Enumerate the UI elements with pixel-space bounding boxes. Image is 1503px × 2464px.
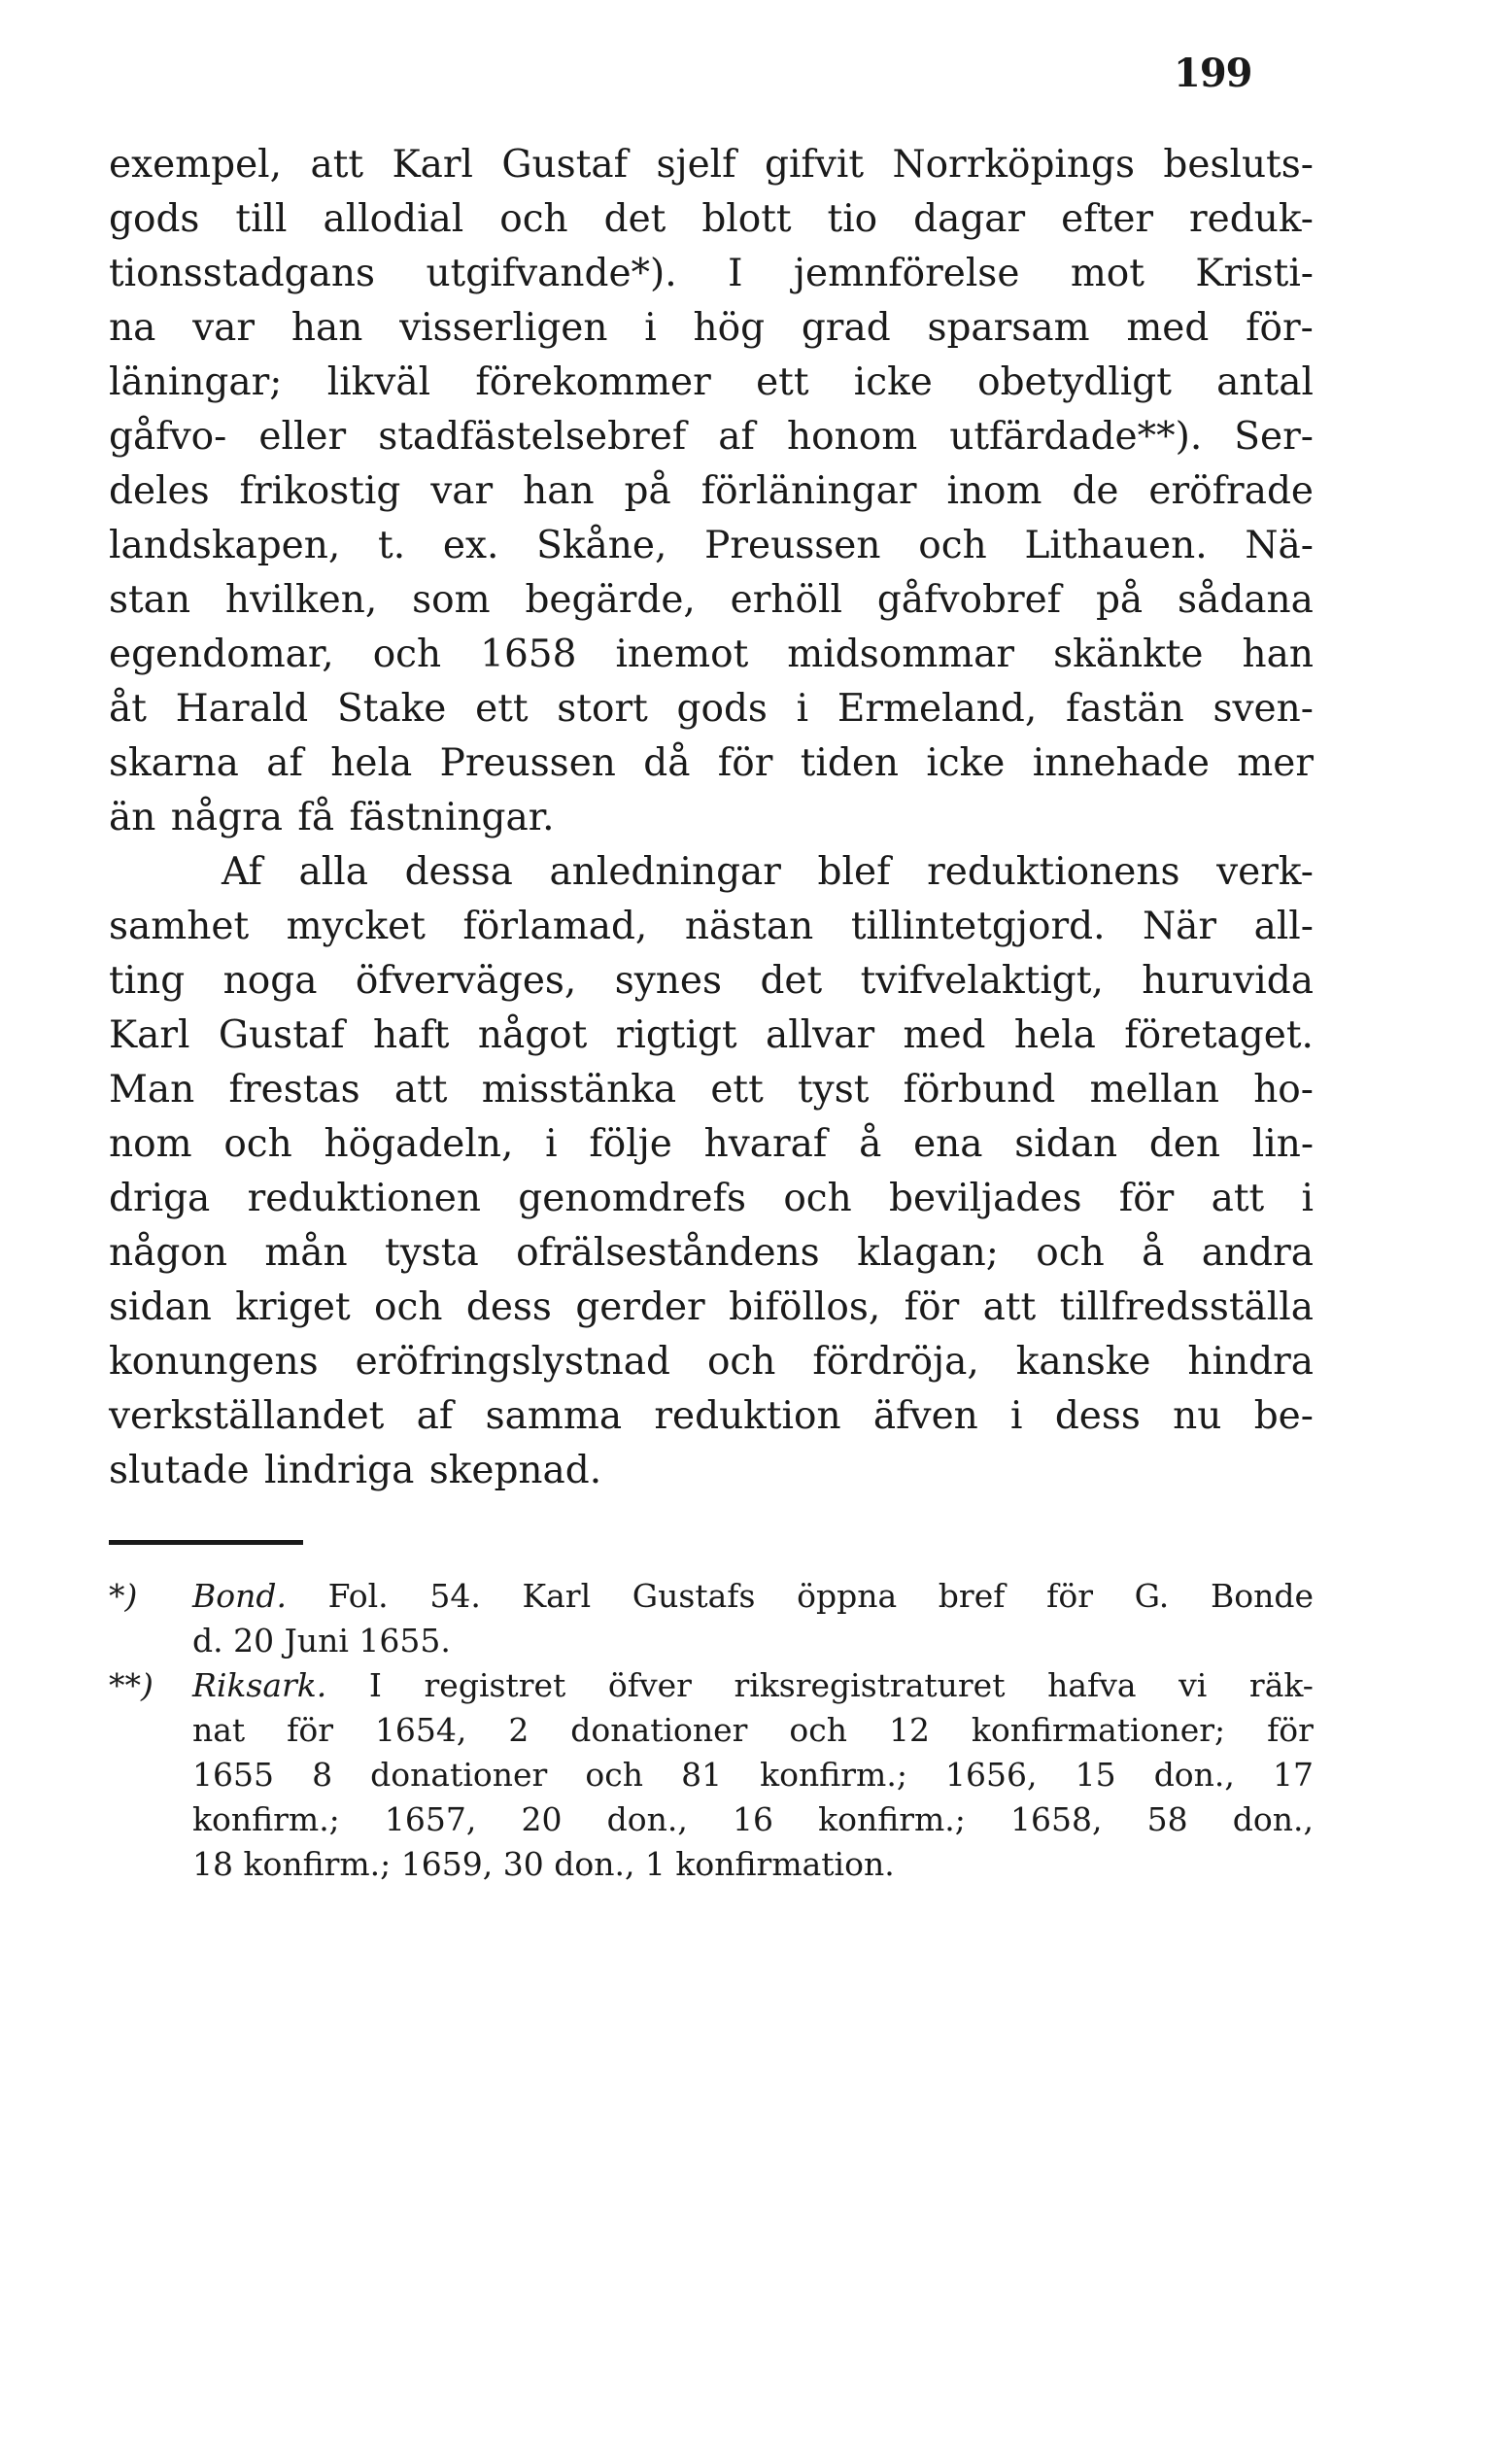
word: När <box>1143 905 1217 948</box>
word: hvilken, <box>224 578 378 622</box>
word: lin- <box>1251 1122 1314 1166</box>
word: Ermeland, <box>837 687 1038 731</box>
word: Af <box>222 850 262 894</box>
word: och <box>372 633 442 676</box>
word: all- <box>1253 905 1314 948</box>
word: reduktionen <box>247 1177 481 1220</box>
word: tillfredsställa <box>1059 1285 1314 1329</box>
word: vi <box>1178 1666 1208 1704</box>
word: ofrälseståndens <box>516 1231 820 1275</box>
word: af <box>266 741 303 785</box>
word: 12 <box>888 1711 930 1749</box>
word: 15 <box>1075 1756 1116 1794</box>
word: han <box>290 306 363 350</box>
word: ho- <box>1253 1068 1314 1112</box>
word: tvifvelaktigt, <box>860 959 1104 1003</box>
word: för <box>904 1285 960 1329</box>
word: 54. <box>429 1577 481 1615</box>
footnote-line: d. 20 Juni 1655. <box>192 1622 451 1660</box>
word: af <box>416 1394 454 1438</box>
word: I <box>368 1666 382 1704</box>
word: i <box>1010 1394 1023 1438</box>
word: att <box>310 143 364 187</box>
word: driga <box>109 1177 211 1220</box>
word: reduk- <box>1189 197 1314 241</box>
word: för <box>1118 1177 1175 1220</box>
word: Preussen <box>704 524 881 567</box>
text-line <box>109 464 1314 519</box>
word: för <box>717 741 773 785</box>
word: 1656, <box>945 1756 1038 1794</box>
word: jemnförelse <box>793 252 1020 295</box>
text-line <box>109 1226 1314 1281</box>
word: 1654, <box>374 1711 467 1749</box>
word: Kristi- <box>1195 252 1314 295</box>
word: 81 <box>681 1756 723 1794</box>
word: att <box>393 1068 448 1112</box>
word: konfirmationer; <box>971 1711 1226 1749</box>
page-number: 199 <box>1174 51 1252 96</box>
word: 17 <box>1273 1756 1314 1794</box>
word: i <box>1301 1177 1314 1220</box>
word: och <box>783 1177 852 1220</box>
word: konungens <box>109 1340 319 1384</box>
word: Bonde <box>1210 1577 1314 1615</box>
word: Harald <box>175 687 309 731</box>
word: verkställandet <box>109 1394 385 1438</box>
word: konfirm.; <box>760 1756 907 1794</box>
word: öppna <box>797 1577 898 1615</box>
word: gods <box>109 197 200 241</box>
footnote-line <box>109 1708 1314 1753</box>
word: G. <box>1134 1577 1170 1615</box>
word: nom <box>109 1122 192 1166</box>
word: blef <box>817 850 891 894</box>
text-line <box>109 519 1314 573</box>
word: i <box>545 1122 558 1166</box>
word: Gustaf <box>218 1013 345 1057</box>
word: för <box>287 1711 333 1749</box>
word: 1658, <box>1010 1800 1103 1838</box>
word: äfven <box>872 1394 978 1438</box>
word: ett <box>710 1068 764 1112</box>
word: med <box>903 1013 986 1057</box>
word: reduktion <box>654 1394 841 1438</box>
word: misstänka <box>481 1068 677 1112</box>
text-line: slutade lindriga skepnad. <box>109 1449 602 1492</box>
word: riksregistraturet <box>734 1666 1006 1704</box>
word: donationer <box>570 1711 748 1749</box>
word: tiden <box>800 741 900 785</box>
word: å <box>1142 1231 1165 1275</box>
word: t. <box>378 524 406 567</box>
word: förläningar <box>700 469 917 513</box>
text-line <box>109 247 1314 301</box>
word: gods <box>676 687 768 731</box>
word: på <box>1095 578 1144 622</box>
word: hög <box>693 306 766 350</box>
word: något <box>477 1013 588 1057</box>
text-line <box>109 1009 1314 1063</box>
word: allvar <box>765 1013 875 1057</box>
word: stadfästelsebref <box>378 415 687 459</box>
text-line <box>109 628 1314 682</box>
word: eröfringslystnad <box>355 1340 670 1384</box>
word: samhet <box>109 905 250 948</box>
word: åt <box>109 687 147 731</box>
word: registret <box>424 1666 566 1704</box>
word: konfirm.; <box>192 1800 340 1838</box>
word: för <box>1046 1577 1093 1615</box>
word: fastän <box>1066 687 1184 731</box>
text-line <box>109 1063 1314 1117</box>
word: som <box>412 578 491 622</box>
word: läningar; <box>109 360 283 404</box>
word: Gustafs <box>632 1577 756 1615</box>
word: grad <box>801 306 891 350</box>
word: den <box>1148 1122 1221 1166</box>
word: för- <box>1246 306 1314 350</box>
word: gåfvobref <box>876 578 1062 622</box>
word: mån <box>264 1231 348 1275</box>
word: haft <box>372 1013 450 1057</box>
word: innehade <box>1032 741 1210 785</box>
word: högadeln, <box>324 1122 514 1166</box>
word: sidan <box>109 1285 212 1329</box>
footnote-source: Bond. <box>192 1577 287 1615</box>
word: han <box>1242 633 1314 676</box>
text-line <box>109 1172 1314 1226</box>
main-text <box>109 138 1314 1498</box>
word: gåfvo- <box>109 415 227 459</box>
word: Nä- <box>1245 524 1314 567</box>
word: kanske <box>1015 1340 1151 1384</box>
word: följe <box>589 1122 672 1166</box>
word: 16 <box>732 1800 773 1838</box>
text-line <box>109 1389 1314 1444</box>
word: anledningar <box>549 850 781 894</box>
word: och <box>789 1711 848 1749</box>
word: med <box>1126 306 1210 350</box>
text-line <box>109 138 1314 192</box>
word: var <box>192 306 256 350</box>
word: likväl <box>326 360 431 404</box>
word: utfärdade**). <box>949 415 1203 459</box>
word: sjelf <box>656 143 736 187</box>
word: blott <box>701 197 792 241</box>
word: reduktionens <box>927 850 1180 894</box>
word: sparsam <box>927 306 1090 350</box>
word: be- <box>1253 1394 1314 1438</box>
word: i <box>796 687 809 731</box>
footnote-line <box>109 1663 1314 1708</box>
word: öfverväges, <box>355 959 577 1003</box>
word: det <box>760 959 823 1003</box>
word: skänkte <box>1053 633 1204 676</box>
word: och <box>585 1756 643 1794</box>
word: ena <box>913 1122 983 1166</box>
text-line: än några få fästningar. <box>109 796 555 839</box>
word: Ser- <box>1234 415 1314 459</box>
word: till <box>235 197 288 241</box>
word: tysta <box>385 1231 479 1275</box>
word: mot <box>1070 252 1144 295</box>
word: hela <box>330 741 413 785</box>
word: visserligen <box>399 306 608 350</box>
word: för <box>1267 1711 1314 1749</box>
footnote-marker: **) <box>109 1666 154 1704</box>
word: I <box>728 252 743 295</box>
word: Lithauen. <box>1024 524 1208 567</box>
word: beviljades <box>889 1177 1082 1220</box>
word: inemot <box>615 633 749 676</box>
word: Karl <box>109 1013 190 1057</box>
word: att <box>1211 1177 1265 1220</box>
word: Norrköpings <box>892 143 1135 187</box>
word: biföllos, <box>729 1285 881 1329</box>
word: 1655 <box>192 1756 274 1794</box>
word: tillintetgjord. <box>850 905 1106 948</box>
word: nästan <box>684 905 814 948</box>
word: det <box>603 197 666 241</box>
word: icke <box>853 360 933 404</box>
word: mycket <box>286 905 426 948</box>
word: dessa <box>404 850 513 894</box>
word: gerder <box>575 1285 705 1329</box>
word: dess <box>1054 1394 1141 1438</box>
word: ett <box>756 360 809 404</box>
word: då <box>643 741 691 785</box>
word: don., <box>1232 1800 1314 1838</box>
word: don., <box>1153 1756 1235 1794</box>
word: erhöll <box>730 578 842 622</box>
word: de <box>1072 469 1119 513</box>
word: sådana <box>1178 578 1314 622</box>
word: nu <box>1173 1394 1222 1438</box>
word: i <box>644 306 657 350</box>
text-line <box>109 192 1314 247</box>
word: 1658 <box>480 633 577 676</box>
text-line <box>109 682 1314 736</box>
word: synes <box>614 959 723 1003</box>
word: dess <box>465 1285 552 1329</box>
footnote-line <box>109 1574 1314 1619</box>
word: tyst <box>798 1068 870 1112</box>
word: 2 <box>508 1711 529 1749</box>
word: begärde, <box>525 578 696 622</box>
word: Karl <box>522 1577 592 1615</box>
footnote-divider <box>109 1540 303 1545</box>
word: konfirm.; <box>818 1800 966 1838</box>
footnote-source: Riksark. <box>192 1666 327 1704</box>
word: frestas <box>228 1068 360 1112</box>
word: mellan <box>1089 1068 1219 1112</box>
word: gifvit <box>764 143 865 187</box>
word: noga <box>222 959 318 1003</box>
word: obetydligt <box>977 360 1172 404</box>
word: midsommar <box>787 633 1015 676</box>
word: alla <box>298 850 368 894</box>
footnote-line <box>109 1753 1314 1797</box>
word: rigtigt <box>615 1013 737 1057</box>
word: ex. <box>442 524 499 567</box>
word: förekommer <box>475 360 711 404</box>
word: donationer <box>370 1756 548 1794</box>
word: exempel, <box>109 143 283 187</box>
text-line <box>109 410 1314 464</box>
word: honom <box>787 415 918 459</box>
word: landskapen, <box>109 524 341 567</box>
text-line <box>109 954 1314 1009</box>
text-line <box>109 1117 1314 1172</box>
word: tio <box>827 197 878 241</box>
footnotes <box>109 1574 1314 1887</box>
text-line <box>109 900 1314 954</box>
word: andra <box>1201 1231 1314 1275</box>
word: fördröja, <box>812 1340 979 1384</box>
word: kriget <box>235 1285 351 1329</box>
word: och <box>1036 1231 1105 1275</box>
word: mer <box>1237 741 1314 785</box>
word: räk- <box>1248 1666 1314 1704</box>
footnote-line <box>109 1797 1314 1842</box>
text-line <box>109 573 1314 628</box>
word: icke <box>926 741 1006 785</box>
word: nat <box>192 1711 246 1749</box>
word: Skåne, <box>536 524 667 567</box>
word: 20 <box>521 1800 563 1838</box>
word: att <box>982 1285 1037 1329</box>
word: eller <box>258 415 347 459</box>
word: 58 <box>1146 1800 1188 1838</box>
word: Fol. <box>327 1577 389 1615</box>
word: verk- <box>1216 850 1314 894</box>
word: förbund <box>903 1068 1056 1112</box>
word: 1657, <box>384 1800 477 1838</box>
word: tionsstadgans <box>109 252 376 295</box>
word: Karl <box>392 143 473 187</box>
word: deles <box>109 469 210 513</box>
word: stan <box>109 578 191 622</box>
word: ting <box>109 959 186 1003</box>
text-line <box>109 1281 1314 1335</box>
word: öfver <box>607 1666 692 1704</box>
footnote-line: 18 konfirm.; 1659, 30 don., 1 konfirmation. <box>192 1845 895 1883</box>
word: och <box>223 1122 292 1166</box>
word: samma <box>485 1394 623 1438</box>
word: besluts- <box>1163 143 1314 187</box>
word: han <box>523 469 595 513</box>
word: allodial <box>323 197 464 241</box>
word: hela <box>1013 1013 1096 1057</box>
word: och <box>706 1340 776 1384</box>
word: sidan <box>1014 1122 1118 1166</box>
word: och <box>499 197 568 241</box>
word: egendomar, <box>109 633 334 676</box>
word: antal <box>1216 360 1314 404</box>
word: förlamad, <box>462 905 648 948</box>
word: sven- <box>1213 687 1314 731</box>
word: stort <box>557 687 648 731</box>
footnote-marker: *) <box>109 1577 138 1615</box>
word: utgifvande*). <box>426 252 677 295</box>
word: var <box>430 469 494 513</box>
word: efter <box>1061 197 1154 241</box>
word: Gustaf <box>501 143 629 187</box>
word: Man <box>109 1068 195 1112</box>
word: någon <box>109 1231 227 1275</box>
word: hafva <box>1047 1666 1137 1704</box>
word: ett <box>475 687 529 731</box>
word: på <box>624 469 671 513</box>
word: å <box>859 1122 882 1166</box>
word: hindra <box>1187 1340 1314 1384</box>
word: och <box>374 1285 443 1329</box>
word: frikostig <box>239 469 401 513</box>
word: genomdrefs <box>518 1177 747 1220</box>
word: don., <box>606 1800 688 1838</box>
word: skarna <box>109 741 239 785</box>
text-line <box>109 301 1314 356</box>
word: och <box>918 524 987 567</box>
word: inom <box>946 469 1042 513</box>
text-line <box>109 356 1314 410</box>
text-line <box>109 736 1314 791</box>
word: dagar <box>913 197 1026 241</box>
word: eröfrade <box>1148 469 1314 513</box>
word: Stake <box>337 687 447 731</box>
word: hvaraf <box>703 1122 828 1166</box>
text-line <box>109 845 1314 900</box>
word: bref <box>938 1577 1006 1615</box>
text-line <box>109 1335 1314 1389</box>
word: na <box>109 306 156 350</box>
word: huruvida <box>1142 959 1314 1003</box>
word: Preussen <box>439 741 616 785</box>
word: företaget. <box>1124 1013 1314 1057</box>
word: 8 <box>312 1756 333 1794</box>
word: af <box>718 415 755 459</box>
word: klagan; <box>857 1231 999 1275</box>
